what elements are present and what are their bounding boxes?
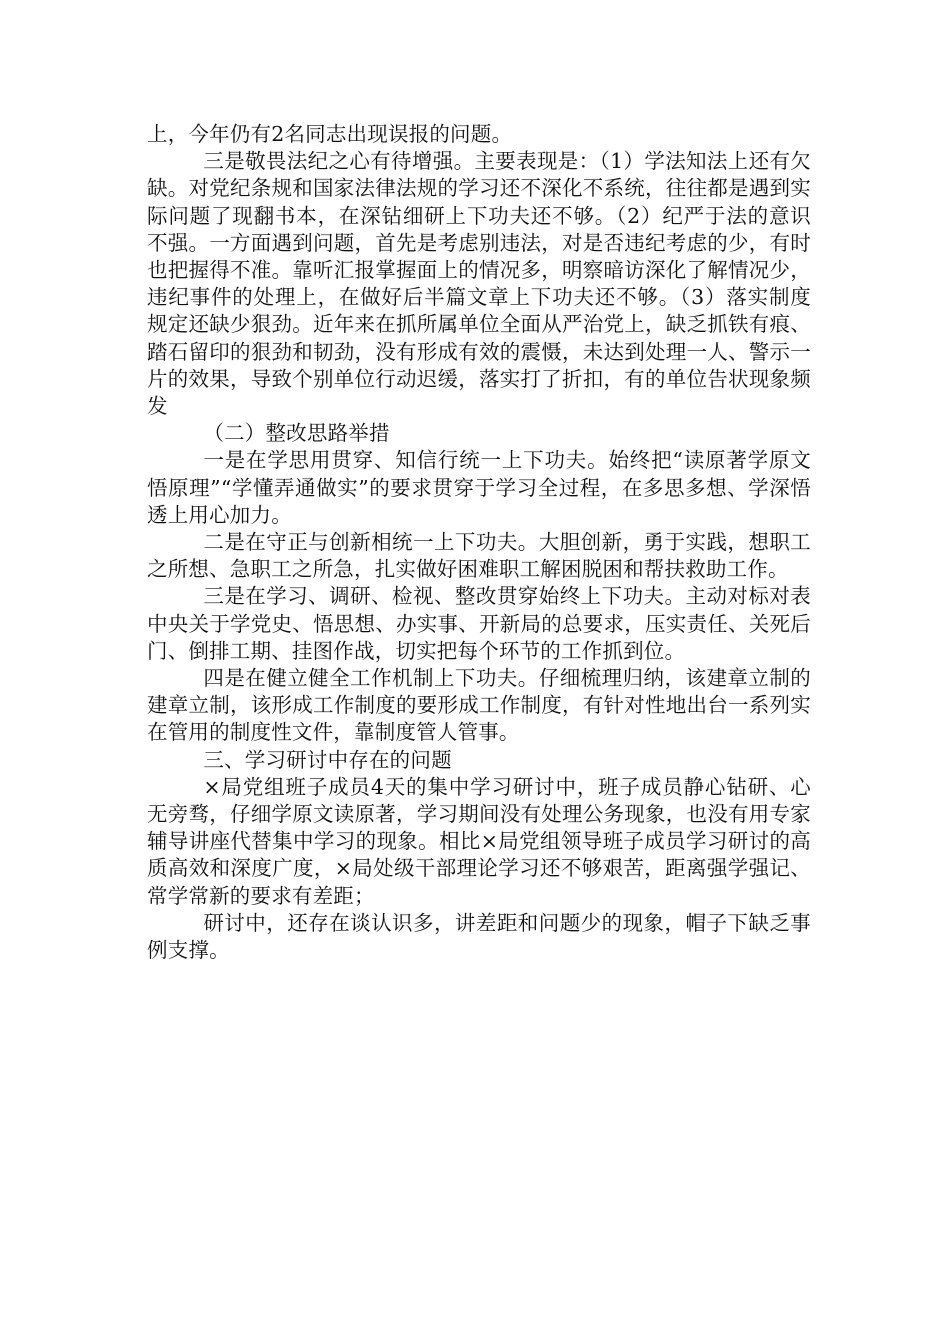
document-body <box>147 121 811 964</box>
paragraph-measure-three: 三是在学习、调研、检视、整改贯穿始终上下功夫。主动对标对表中央关于学党史、悟思想、办实事、开新局的总要求，压实责任、关死后门、倒排工期、挂图作战，切实把每个环节的工作抓到位。 <box>147 584 811 663</box>
paragraph-continuation: 上，今年仍有2名同志出现误报的问题。 <box>147 122 513 146</box>
paragraph-measure-two: 二是在守正与创新相统一上下功夫。大胆创新，勇于实践，想职工之所想、急职工之所急，扎实做好困难职工解困脱困和帮扶救助工作。 <box>147 530 811 582</box>
paragraph-discussion-issues: 研讨中，还存在谈认识多，讲差距和问题少的现象，帽子下缺乏事例支撑。 <box>147 910 811 963</box>
paragraph-study-review: ×局党组班子成员4天的集中学习研讨中，班子成员静心钻研、心无旁骛，仔细学原文读原著，学习期间没有处理公务现象，也没有用专家辅导讲座代替集中学习的现象。相比×局党组领导班子成员学习研讨的高质高效和深度广度，×局处级干部理论学习还不够艰苦，距离强学强记、常学常新的要求有差距； <box>147 774 811 908</box>
paragraph-measure-four: 四是在健立健全工作机制上下功夫。仔细梳理归纳，该建章立制的建章立制，该形成工作制度的要形成工作制度，有针对性地出台一系列实在管用的制度性文件，靠制度管人管事。 <box>147 666 811 745</box>
section-heading-study-problems: 三、学习研讨中存在的问题 <box>203 747 452 772</box>
paragraph-respect-law: 三是敬畏法纪之心有待增强。主要表现是：（1）学法知法上还有欠缺。对党纪条规和国家法律法规的学习还不深化不系统，往往都是遇到实际问题了现翻书本，在深钻细研上下功夫还不够。（2）纪严于法的意识不强。一方面遇到问题，首先是考虑别违法，对是否违纪考虑的少，有时也把握得不准。靠听汇报掌握面上的情况多，明察暗访深化了解情况少，违纪事件的处理上，在做好后半篇文章上下功夫还不够。（3）落实制度规定还缺少狠劲。近年来在抓所属单位全面从严治党上，缺乏抓铁有痕、踏石留印的狠劲和韧劲，没有形成有效的震慑，未达到处理一人、警示一片的效果，导致个别单位行动迟缓，落实打了折扣，有的单位告状现象频发 <box>147 149 811 419</box>
paragraph-measure-one: 一是在学思用贯穿、知信行统一上下功夫。始终把“读原著学原文悟原理”“学懂弄通做实”的要求贯穿于学习全过程，在多思多想、学深悟透上用心加力。 <box>147 448 811 527</box>
section-heading-rectification: （二）整改思路举措 <box>203 421 390 446</box>
